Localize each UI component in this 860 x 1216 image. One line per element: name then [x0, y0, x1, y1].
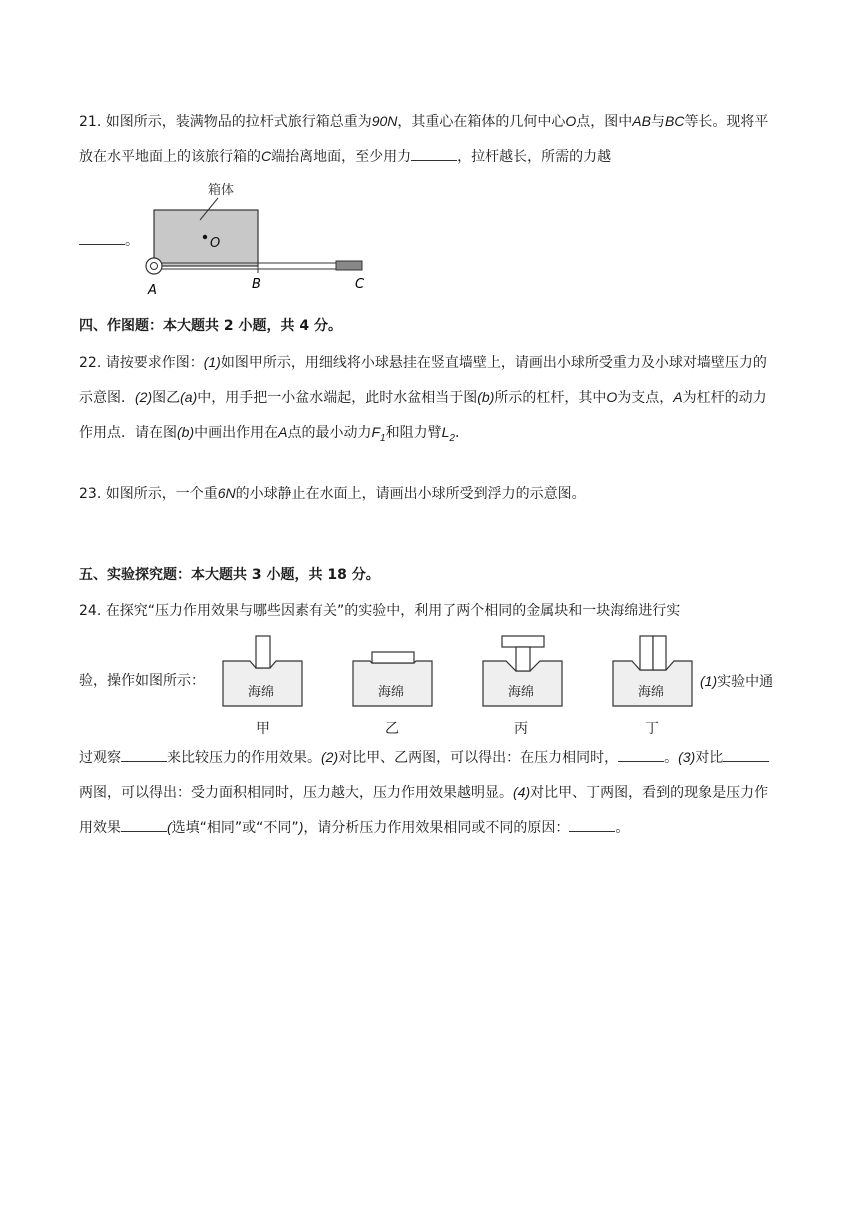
handle-grip	[336, 261, 362, 270]
sponge-figure-ding	[612, 634, 696, 710]
sponge-figure-jia	[222, 634, 306, 710]
box-label: 箱体	[208, 183, 235, 198]
sponge-figure-yi	[352, 634, 436, 710]
q22-text: 22. 请按要求作图：(1)如图甲所示，用细线将小球悬挂在竖直墙壁上，请画出小球所受重力及小球对墙壁压力的示意图．(2)图乙(a)中，用手把一小盆水端起，此时水盆相当于图(b)所示的杠杆，其中O为支点，A为杠杆的动力作用点．请在图(b)中画出作用在A点的最小动力$F_1$和阻力臂$L_2$.	[79, 354, 767, 444]
answer-blank[interactable]	[411, 146, 457, 161]
point-c-label: C	[355, 277, 365, 292]
answer-blank[interactable]	[723, 747, 769, 762]
metal-block-flat	[502, 636, 544, 647]
caption-jia: 甲	[256, 721, 270, 737]
caption-ding: 丁	[645, 721, 659, 737]
sponge-label: 海绵	[638, 685, 665, 700]
wheel-inner	[151, 263, 158, 270]
metal-block-vertical	[256, 636, 270, 668]
q24-line1: 24. 在探究“压力作用效果与哪些因素有关”的实验中，利用了两个相同的金属块和一块海绵进行实	[79, 603, 681, 619]
q24-rest: 过观察 来比较压力的作用效果。(2)对比甲、乙两图，可以得出：在压力相同时， 。(3)对比两图，可以得出：受力面积相同时，压力越大，压力作用效果越明显。(4)对比甲、丁两图，看到的现象是压力作用效果 (选填“相同”或“不同”)，请分析压力作用效果相同或不同的原因： 。	[79, 749, 769, 836]
q24-line2-left: 验，操作如图所示：	[79, 673, 205, 689]
suitcase-figure	[138, 180, 378, 298]
metal-block-flat	[372, 652, 414, 663]
q24-line2-right: (1)实验中通	[700, 673, 774, 690]
center-dot	[203, 235, 207, 239]
caption-yi: 乙	[385, 721, 399, 737]
answer-blank[interactable]	[79, 230, 125, 245]
metal-block-vertical	[653, 636, 666, 670]
q23-text: 23. 如图所示，一个重6N的小球静止在水面上，请画出小球所受到浮力的示意图。	[79, 485, 586, 502]
point-b-label: B	[252, 277, 261, 292]
caption-bing: 丙	[514, 721, 528, 737]
sponge-figure-bing	[482, 634, 566, 710]
answer-blank[interactable]	[618, 747, 664, 762]
metal-block-vertical	[640, 636, 653, 670]
sponge-label: 海绵	[508, 685, 535, 700]
sponge-label: 海绵	[248, 685, 275, 700]
q21-text: 21. 如图所示，装满物品的拉杆式旅行箱总重为90N，其重心在箱体的几何中心O点，图中AB与BC等长。现将平放在水平地面上的该旅行箱的C端抬离地面，至少用力 ，拉杆越长，所需的力越	[79, 113, 769, 165]
section-5-title: 五、实验探究题：本大题共 3 小题，共 18 分。	[79, 567, 380, 583]
point-a-label: A	[148, 283, 157, 298]
q21-text-end: 。	[79, 224, 779, 258]
sponge-label: 海绵	[378, 685, 405, 700]
answer-blank[interactable]	[121, 817, 167, 832]
metal-block-vertical	[516, 647, 530, 671]
center-label: O	[210, 236, 221, 251]
section-4-title: 四、作图题：本大题共 2 小题，共 4 分。	[79, 318, 342, 334]
answer-blank[interactable]	[121, 747, 167, 762]
answer-blank[interactable]	[569, 817, 615, 832]
